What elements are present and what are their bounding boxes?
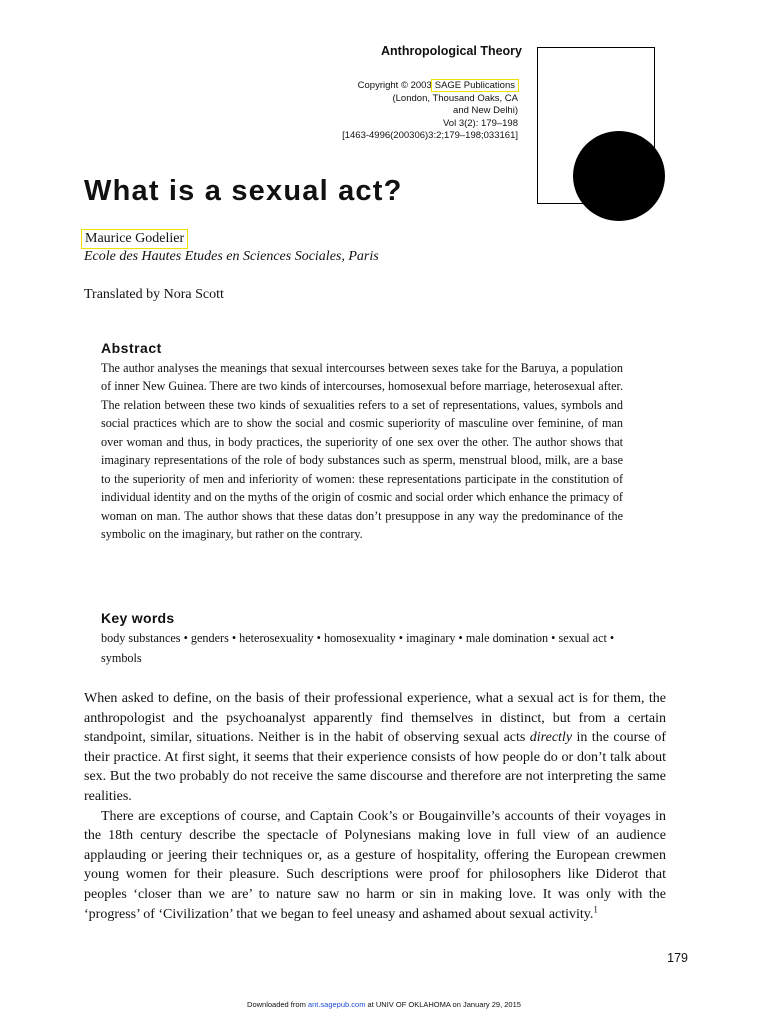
paragraph-1-text-b: in the course of their practice. At first sight, it seems that their experience consists of how people do or don’t talk about sex. But the two probably do not receive the same discourse and therefore are not interpreting the same realities. bbox=[84, 730, 666, 804]
body-paragraph-1 bbox=[84, 689, 666, 807]
download-prefix: Downloaded from bbox=[247, 1000, 308, 1009]
article-title: What is a sexual act? bbox=[84, 175, 403, 207]
volume-info: Vol 3(2): 179–198 bbox=[442, 117, 518, 129]
keywords-list: body substances • genders • heterosexuality • homosexuality • imaginary • male domination • sexual act • symbols bbox=[101, 631, 615, 665]
journal-logo-circle-icon bbox=[573, 131, 665, 221]
author-affiliation: Ecole des Hautes Etudes en Sciences Sociales, Paris bbox=[84, 249, 379, 264]
copyright-block bbox=[300, 80, 518, 143]
abstract-text: The author analyses the meanings that sexual intercourses between sexes take for the Baruya, a population of inner New Guinea. There are two kinds of intercourses, homosexual before marriage, heterosexual after. The relation between these two kinds of sexualities refers to a set of representations, values, symbols and social practices which are to show the social and cosmic superiority of masculine over feminine, of man over woman and thus, in body practices, the superiority of one sex over the other. The author shows that imaginary representations of the role of body substances such as sperm, menstrual blood, milk, are a base to the superiority of men and inferiority of women: these representations participate in the constitution of individual identity and on the myths of the origin of cosmic and social order which enhance the primacy of woman on man. The author shows that these datas don’t presuppose in any way the predominance of the symbolic on the imaginary, but rather on the contrary. bbox=[101, 361, 623, 542]
keywords-heading: Key words bbox=[101, 610, 175, 626]
download-source-link[interactable]: ant.sagepub.com bbox=[307, 1000, 366, 1009]
paragraph-1-text-a: When asked to define, on the basis of their professional experience, what a sexual act is for them, the anthropologist and the psychoanalyst apparently find themselves in distinct, but from a certain standpoint, similar, situations. Neither is in the habit of observing sexual acts bbox=[84, 691, 666, 746]
abstract-heading: Abstract bbox=[101, 340, 162, 356]
publisher-location-1: (London, Thousand Oaks, CA bbox=[392, 92, 518, 104]
body-paragraph-2 bbox=[84, 807, 666, 925]
copyright-prefix: Copyright © 2003 bbox=[357, 80, 432, 91]
paragraph-1-emphasis: directly bbox=[529, 730, 573, 746]
journal-name: Anthropological Theory bbox=[381, 44, 522, 58]
footnote-reference[interactable]: 1 bbox=[593, 903, 598, 914]
article-identifier: [1463-4996(200306)3:2;179–198;033161] bbox=[342, 130, 518, 141]
page-number: 179 bbox=[667, 951, 688, 965]
author-link[interactable]: Maurice Godelier bbox=[82, 230, 187, 248]
download-notice bbox=[0, 1000, 768, 1009]
paragraph-2-text: There are exceptions of course, and Captain Cook’s or Bougainville’s accounts of their voyages in the 18th century describe the spectacle of Polynesians making love in full view of an audience applauding or jeering their techniques or, as a gesture of hospitality, offering the European crewmen young women for their pleasure. Such descriptions were proof for philosophers like Diderot that peoples ‘closer than we are’ to nature saw no harm or sin in making love. It was only with the ‘progress’ of ‘Civilization’ that we began to feel uneasy and ashamed about sexual activity. bbox=[84, 808, 666, 922]
publisher-location-2: and New Delhi) bbox=[453, 105, 518, 116]
download-suffix: at UNIV OF OKLAHOMA on January 29, 2015 bbox=[365, 1000, 521, 1009]
translator-credit: Translated by Nora Scott bbox=[84, 287, 224, 302]
copyright-line bbox=[300, 80, 518, 93]
article-body bbox=[84, 689, 666, 924]
publisher-link[interactable]: SAGE Publications bbox=[432, 80, 518, 91]
